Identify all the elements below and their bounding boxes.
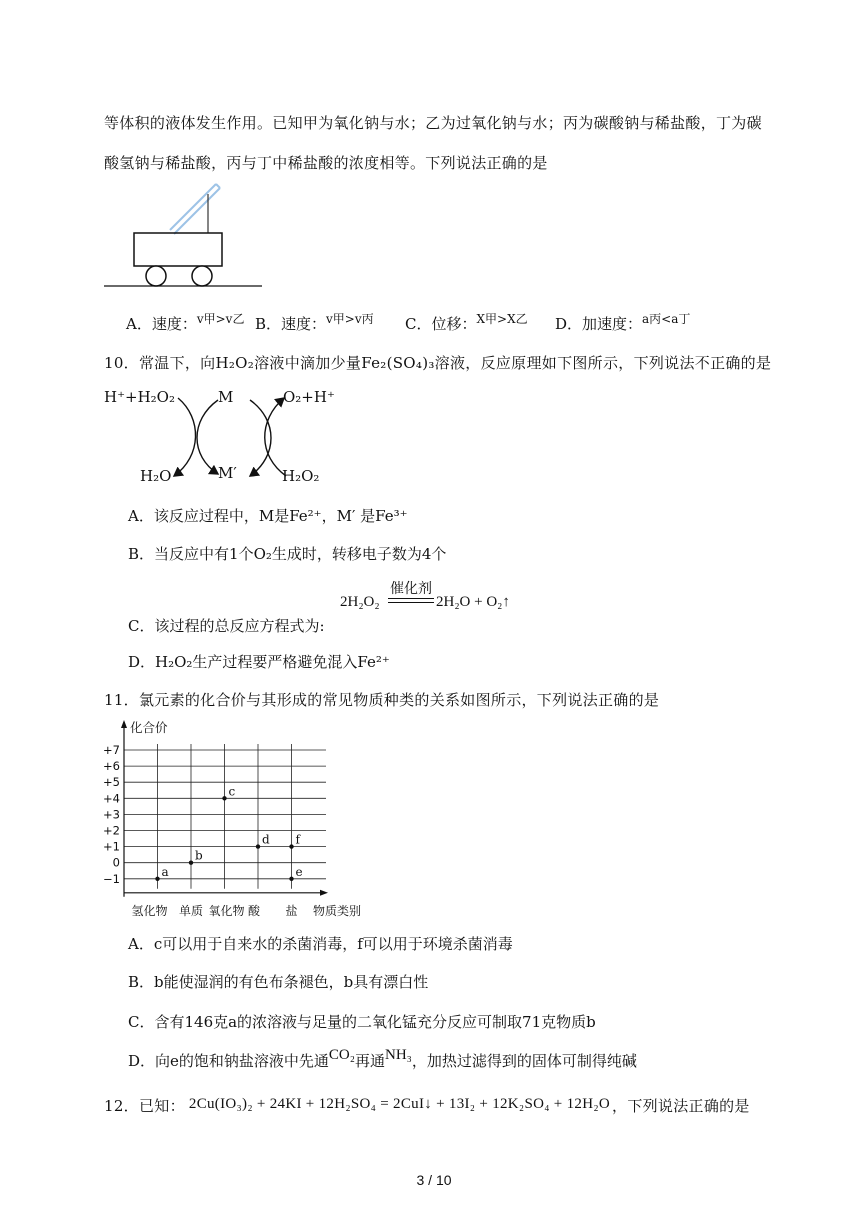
cycle-arrow-right-inner xyxy=(250,400,271,476)
q10-eq-catalyst: 催化剂 xyxy=(390,581,432,597)
ramp-line-2 xyxy=(174,188,220,234)
cycle-label-tr: O₂+H⁺ xyxy=(283,388,335,406)
y-tick-label: −1 xyxy=(103,871,120,886)
cycle-arrow-left-inner xyxy=(197,400,218,474)
data-point-a xyxy=(155,877,159,881)
q11-chart xyxy=(100,714,370,924)
data-point-f xyxy=(289,844,293,848)
x-tick-label: 氧化物 xyxy=(208,903,245,918)
q10-eq-left: 2H₂O₂ xyxy=(340,594,380,610)
x-axis-label: 物质类别 xyxy=(313,903,362,918)
q9-option-b: B．速度：$^{v甲>v丙}$ xyxy=(255,312,374,333)
intro-line-2: 酸氢钠与稀盐酸，丙与丁中稀盐酸的浓度相等。下列说法正确的是 xyxy=(104,154,548,172)
intro-line-1: 等体积的液体发生作用。已知甲为氧化钠与水；乙为过氧化钠与水；丙为碳酸钠与稀盐酸，丁为碳 xyxy=(104,114,762,132)
cart-wheel-left xyxy=(146,266,166,286)
y-tick-label: +3 xyxy=(103,807,120,822)
q9-option-b-expr: v甲>v丙 xyxy=(326,312,374,326)
y-tick-label: +6 xyxy=(103,759,120,774)
q10-option-c: C．该过程的总反应方程式为: xyxy=(128,617,325,635)
ramp-line-1 xyxy=(170,184,216,230)
q11-option-d-co2: CO₂ xyxy=(328,1047,355,1063)
x-axis-arrow xyxy=(320,890,328,896)
data-point-e xyxy=(289,877,293,881)
x-tick-label: 酸 xyxy=(247,903,261,918)
y-tick-label: +1 xyxy=(103,839,120,854)
y-axis-arrow xyxy=(121,720,127,728)
x-tick-label: 盐 xyxy=(285,903,298,918)
q9-option-c-expr: X甲>X乙 xyxy=(476,312,528,326)
y-tick-label: +5 xyxy=(103,775,120,790)
cycle-label-br: H₂O₂ xyxy=(282,467,320,485)
y-tick-label: +7 xyxy=(103,743,120,757)
y-tick-label: +4 xyxy=(103,791,120,806)
cycle-label-bl: H₂O xyxy=(140,467,172,485)
q10-option-d: D．H₂O₂生产过程要严格避免混入Fe²⁺ xyxy=(128,653,390,671)
cart-body xyxy=(134,233,222,266)
data-point-d xyxy=(256,844,260,848)
data-label-b: b xyxy=(195,848,203,863)
q10-eq-arrow xyxy=(388,598,434,603)
q9-option-a: A．速度：$^{v甲>v乙}$ xyxy=(126,312,245,333)
q12-equation: 2Cu(IO₃)₂ + 24KI + 12H₂SO₄ = 2CuI↓ + 13I₂ + 12K₂SO₄ + 12H₂O xyxy=(188,1096,611,1112)
y-axis-label: 化合价 xyxy=(130,720,168,735)
data-label-e: e xyxy=(295,864,303,879)
q9-option-d: D．加速度：$^{a丙<a丁}$ xyxy=(555,312,691,333)
data-label-f: f xyxy=(295,832,300,847)
q11-option-d: D．向e的饱和钠盐溶液中先通CO₂再通NH₃，加热过滤得到的固体可制得纯碱 xyxy=(128,1047,637,1070)
q11-option-d-nh3: NH₃ xyxy=(385,1047,412,1063)
q9-option-a-expr: v甲>v乙 xyxy=(196,312,245,326)
data-label-c: c xyxy=(228,784,236,799)
data-point-c xyxy=(222,796,226,800)
cycle-label-top: M xyxy=(218,388,234,406)
x-tick-label: 氢化物 xyxy=(131,903,168,918)
cycle-label-tl: H⁺+H₂O₂ xyxy=(104,388,175,406)
q11-option-b: B．b能使湿润的有色布条褪色，b具有漂白性 xyxy=(128,973,429,991)
q10-stem: 10．常温下，向H₂O₂溶液中滴加少量Fe₂(SO₄)₃溶液，反应原理如下图所示，下列说法不正确的是 xyxy=(104,354,772,372)
q12-line: 12．已知： 2Cu(IO₃)₂ + 24KI + 12H₂SO₄ = 2CuI↓ + 13I₂ + 12K₂SO₄ + 12H₂O ，下列说法正确的是 xyxy=(104,1096,750,1115)
cycle-arrow-right-outer xyxy=(265,398,286,476)
q11-stem: 11．氯元素的化合价与其形成的常见物质种类的关系如图所示，下列说法正确的是 xyxy=(104,691,660,709)
y-tick-label: +2 xyxy=(103,823,120,838)
cart-figure xyxy=(104,180,264,290)
cart-wheel-right xyxy=(192,266,212,286)
cycle-arrow-left-outer xyxy=(174,398,196,476)
data-label-d: d xyxy=(262,832,270,847)
q10-eq-right: 2H₂O + O₂↑ xyxy=(436,594,510,610)
y-tick-label: 0 xyxy=(112,855,120,870)
cycle-label-bottom: M′ xyxy=(218,464,237,482)
q10-option-a: A．该反应过程中，M是Fe²⁺，M′ 是Fe³⁺ xyxy=(128,507,408,525)
q9-option-d-expr: a丙<a丁 xyxy=(642,312,691,326)
q9-option-c: C．位移：$^{X甲>X乙}$ xyxy=(405,312,528,333)
q11-option-a: A．c可以用于自来水的杀菌消毒，f可以用于环境杀菌消毒 xyxy=(128,935,513,953)
data-point-b xyxy=(189,861,193,865)
q10-option-b: B．当反应中有1个O₂生成时，转移电子数为4个 xyxy=(128,545,447,563)
x-tick-label: 单质 xyxy=(178,903,204,918)
q11-option-c: C．含有146克a的浓溶液与足量的二氧化锰充分反应可制取71克物质b xyxy=(128,1013,596,1031)
page-number: 3 / 10 xyxy=(416,1172,452,1188)
data-label-a: a xyxy=(161,864,169,879)
